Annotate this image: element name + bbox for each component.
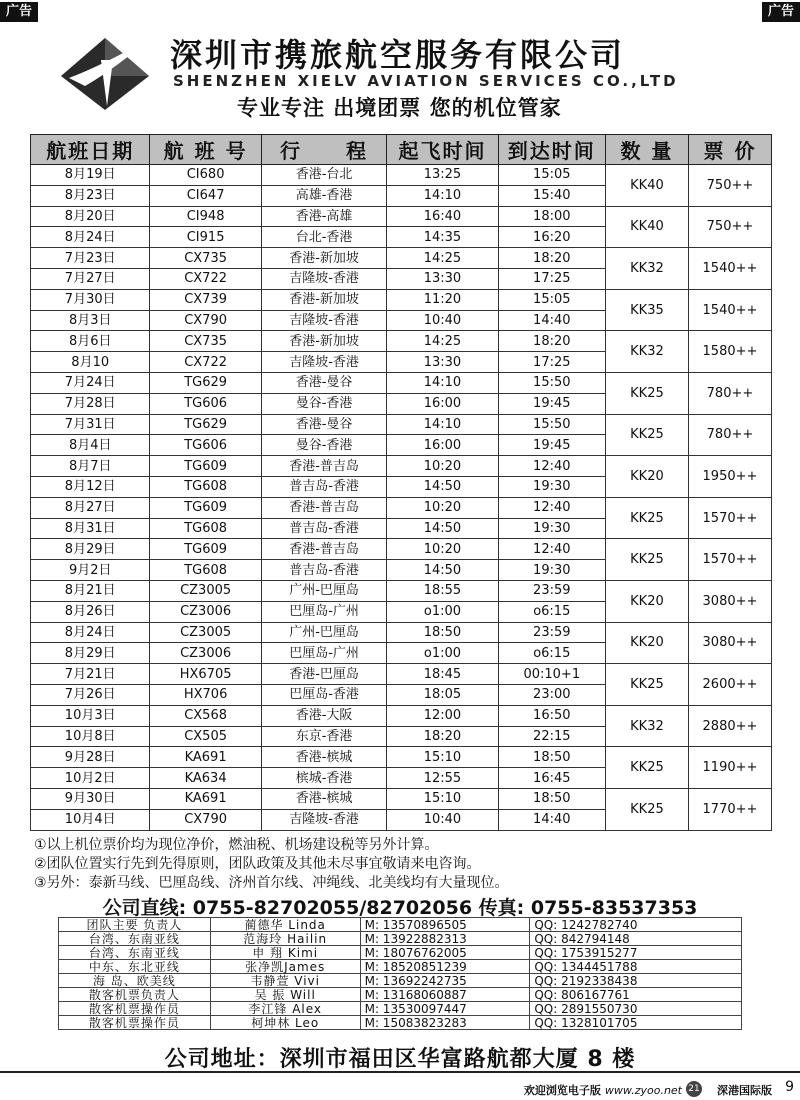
contact-mobile: M: 13922882313 bbox=[360, 932, 530, 946]
departure-time: 12:00 bbox=[387, 705, 498, 726]
ad-label-left: 广告 bbox=[0, 2, 38, 22]
contact-table bbox=[58, 917, 742, 1030]
flight-date: 8月31日 bbox=[31, 518, 150, 539]
departure-time: 14:50 bbox=[387, 518, 498, 539]
departure-time: 14:50 bbox=[387, 560, 498, 581]
flight-number: CX735 bbox=[150, 331, 261, 352]
flight-number: CX735 bbox=[150, 248, 261, 269]
company-address: 公司地址：深圳市福田区华富路航都大厦 8 楼 bbox=[164, 1047, 636, 1072]
departure-time: 10:20 bbox=[387, 456, 498, 477]
departure-time: 10:20 bbox=[387, 497, 498, 518]
table-row bbox=[31, 456, 772, 477]
arrival-time: 17:25 bbox=[498, 268, 605, 289]
arrival-time: 18:50 bbox=[498, 788, 605, 809]
departure-time: 13:25 bbox=[387, 165, 498, 186]
flight-route: 香港-普吉岛 bbox=[261, 497, 387, 518]
flight-date: 8月20日 bbox=[31, 206, 150, 227]
seat-quantity: KK25 bbox=[605, 788, 688, 830]
flight-table bbox=[30, 134, 772, 831]
seat-quantity: KK25 bbox=[605, 414, 688, 456]
flight-route: 香港-新加坡 bbox=[261, 331, 387, 352]
flight-date: 7月27日 bbox=[31, 268, 150, 289]
flight-route: 曼谷-香港 bbox=[261, 393, 387, 414]
table-row bbox=[31, 331, 772, 352]
table-row bbox=[31, 664, 772, 685]
flight-date: 8月12日 bbox=[31, 476, 150, 497]
arrival-time: 14:40 bbox=[498, 809, 605, 830]
contact-row bbox=[59, 918, 742, 932]
contact-qq: QQ: 1328101705 bbox=[530, 1016, 742, 1030]
notes bbox=[34, 836, 509, 893]
arrival-time: 23:59 bbox=[498, 622, 605, 643]
flight-route: 巴厘岛-香港 bbox=[261, 684, 387, 705]
flight-route: 槟城-香港 bbox=[261, 768, 387, 789]
flight-date: 8月21日 bbox=[31, 580, 150, 601]
flight-route: 香港-大阪 bbox=[261, 705, 387, 726]
contact-mobile: M: 13692242735 bbox=[360, 974, 530, 988]
flight-date: 7月21日 bbox=[31, 664, 150, 685]
flight-route: 香港-新加坡 bbox=[261, 248, 387, 269]
flight-number: TG609 bbox=[150, 456, 261, 477]
flight-date: 8月7日 bbox=[31, 456, 150, 477]
arrival-time: 12:40 bbox=[498, 539, 605, 560]
company-name-en: SHENZHEN XIELV AVIATION SERVICES CO.,LTD bbox=[173, 72, 679, 90]
ticket-price: 750++ bbox=[688, 165, 771, 207]
departure-time: 16:00 bbox=[387, 435, 498, 456]
contact-row bbox=[59, 932, 742, 946]
contact-row bbox=[59, 1016, 742, 1030]
contact-mobile: M: 13168060887 bbox=[360, 988, 530, 1002]
seat-quantity: KK25 bbox=[605, 664, 688, 706]
departure-time: o1:00 bbox=[387, 601, 498, 622]
departure-time: 16:00 bbox=[387, 393, 498, 414]
table-row bbox=[31, 539, 772, 560]
contact-mobile: M: 18520851239 bbox=[360, 960, 530, 974]
table-row bbox=[31, 497, 772, 518]
contact-role: 散客机票操作员 bbox=[59, 1016, 211, 1030]
footer-edition: 深港国际版 bbox=[717, 1084, 772, 1097]
departure-time: 10:40 bbox=[387, 809, 498, 830]
departure-time: 14:25 bbox=[387, 331, 498, 352]
flight-route: 香港-槟城 bbox=[261, 788, 387, 809]
ticket-price: 1580++ bbox=[688, 331, 771, 373]
arrival-time: 19:45 bbox=[498, 435, 605, 456]
table-row bbox=[31, 165, 772, 186]
contact-qq: QQ: 1344451788 bbox=[530, 960, 742, 974]
departure-time: 14:10 bbox=[387, 185, 498, 206]
table-row bbox=[31, 414, 772, 435]
flight-number: CI948 bbox=[150, 206, 261, 227]
flight-route: 香港-曼谷 bbox=[261, 372, 387, 393]
flight-number: CI680 bbox=[150, 165, 261, 186]
departure-time: 14:10 bbox=[387, 372, 498, 393]
arrival-time: 16:50 bbox=[498, 705, 605, 726]
arrival-time: o6:15 bbox=[498, 643, 605, 664]
flight-date: 9月28日 bbox=[31, 747, 150, 768]
flight-date: 8月24日 bbox=[31, 622, 150, 643]
note-line: ②团队位置实行先到先得原则，团队政策及其他未尽事宜敬请来电咨询。 bbox=[34, 856, 481, 872]
arrival-time: 16:45 bbox=[498, 768, 605, 789]
header-flight-no: 航 班 号 bbox=[150, 135, 261, 165]
footer-browse-text: 欢迎浏览电子版 bbox=[523, 1084, 601, 1097]
flight-route: 曼谷-香港 bbox=[261, 435, 387, 456]
table-row bbox=[31, 705, 772, 726]
flight-route: 广州-巴厘岛 bbox=[261, 622, 387, 643]
flight-date: 10月8日 bbox=[31, 726, 150, 747]
departure-time: 18:55 bbox=[387, 580, 498, 601]
flight-number: CX722 bbox=[150, 268, 261, 289]
contact-role: 团队主要 负责人 bbox=[59, 918, 211, 932]
flight-route: 香港-高雄 bbox=[261, 206, 387, 227]
arrival-time: 15:05 bbox=[498, 289, 605, 310]
contact-mobile: M: 13530097447 bbox=[360, 1002, 530, 1016]
flight-number: TG609 bbox=[150, 539, 261, 560]
flight-route: 高雄-香港 bbox=[261, 185, 387, 206]
seat-quantity: KK32 bbox=[605, 331, 688, 373]
arrival-time: 19:30 bbox=[498, 476, 605, 497]
flight-date: 7月24日 bbox=[31, 372, 150, 393]
departure-time: 18:50 bbox=[387, 622, 498, 643]
company-logo-icon bbox=[55, 30, 155, 112]
table-row bbox=[31, 372, 772, 393]
contact-mobile: M: 15083823283 bbox=[360, 1016, 530, 1030]
flight-number: CZ3005 bbox=[150, 580, 261, 601]
flight-route: 吉隆坡-香港 bbox=[261, 352, 387, 373]
arrival-time: 19:30 bbox=[498, 518, 605, 539]
flight-number: TG629 bbox=[150, 372, 261, 393]
ticket-price: 1950++ bbox=[688, 456, 771, 498]
flight-route: 香港-曼谷 bbox=[261, 414, 387, 435]
footer-badge-icon: 21 bbox=[686, 1081, 702, 1097]
flight-route: 吉隆坡-香港 bbox=[261, 310, 387, 331]
contact-name: 韦静萱 Vivi bbox=[210, 974, 360, 988]
table-row bbox=[31, 622, 772, 643]
contact-name: 范海玲 Hailin bbox=[210, 932, 360, 946]
departure-time: 10:40 bbox=[387, 310, 498, 331]
departure-time: 12:55 bbox=[387, 768, 498, 789]
ticket-price: 1570++ bbox=[688, 539, 771, 581]
flight-number: KA691 bbox=[150, 747, 261, 768]
ticket-price: 3080++ bbox=[688, 622, 771, 664]
flight-date: 10月4日 bbox=[31, 809, 150, 830]
contact-name: 蔺德华 Linda bbox=[210, 918, 360, 932]
flight-date: 8月27日 bbox=[31, 497, 150, 518]
departure-time: 11:20 bbox=[387, 289, 498, 310]
page-footer bbox=[0, 1071, 800, 1100]
header-departure: 起飞时间 bbox=[387, 135, 498, 165]
arrival-time: o6:15 bbox=[498, 601, 605, 622]
flight-number: CZ3005 bbox=[150, 622, 261, 643]
flight-date: 7月26日 bbox=[31, 684, 150, 705]
flight-date: 8月6日 bbox=[31, 331, 150, 352]
flight-number: CX790 bbox=[150, 310, 261, 331]
flight-number: CZ3006 bbox=[150, 601, 261, 622]
arrival-time: 18:20 bbox=[498, 331, 605, 352]
flight-route: 广州-巴厘岛 bbox=[261, 580, 387, 601]
contact-qq: QQ: 842794148 bbox=[530, 932, 742, 946]
departure-time: 10:20 bbox=[387, 539, 498, 560]
flight-date: 9月30日 bbox=[31, 788, 150, 809]
departure-time: 16:40 bbox=[387, 206, 498, 227]
flight-number: HX6705 bbox=[150, 664, 261, 685]
hotline: 公司直线: 0755-82702055/82702056 传真: 0755-83537353 bbox=[102, 897, 698, 919]
flight-number: CX722 bbox=[150, 352, 261, 373]
flight-number: CX739 bbox=[150, 289, 261, 310]
contact-name: 吴 振 Will bbox=[210, 988, 360, 1002]
seat-quantity: KK40 bbox=[605, 206, 688, 248]
flight-route: 香港-普吉岛 bbox=[261, 456, 387, 477]
departure-time: o1:00 bbox=[387, 643, 498, 664]
flight-number: CX505 bbox=[150, 726, 261, 747]
header-price: 票 价 bbox=[688, 135, 771, 165]
contact-row bbox=[59, 974, 742, 988]
contact-row bbox=[59, 988, 742, 1002]
flight-date: 10月2日 bbox=[31, 768, 150, 789]
seat-quantity: KK20 bbox=[605, 580, 688, 622]
flight-route: 吉隆坡-香港 bbox=[261, 809, 387, 830]
flight-date: 8月3日 bbox=[31, 310, 150, 331]
ticket-price: 2880++ bbox=[688, 705, 771, 747]
arrival-time: 12:40 bbox=[498, 497, 605, 518]
flight-number: TG609 bbox=[150, 497, 261, 518]
flight-number: TG608 bbox=[150, 560, 261, 581]
note-line: ①以上机位票价均为现位净价，燃油税、机场建设税等另外计算。 bbox=[34, 837, 439, 853]
arrival-time: 19:30 bbox=[498, 560, 605, 581]
contact-qq: QQ: 2891550730 bbox=[530, 1002, 742, 1016]
contact-role: 海 岛、欧美线 bbox=[59, 974, 211, 988]
slogan: 专业专注 出境团票 您的机位管家 bbox=[237, 96, 562, 120]
flight-date: 7月23日 bbox=[31, 248, 150, 269]
flight-number: CX790 bbox=[150, 809, 261, 830]
departure-time: 13:30 bbox=[387, 352, 498, 373]
ticket-price: 750++ bbox=[688, 206, 771, 248]
ticket-price: 2600++ bbox=[688, 664, 771, 706]
ticket-price: 3080++ bbox=[688, 580, 771, 622]
departure-time: 15:10 bbox=[387, 788, 498, 809]
header-route: 行 程 bbox=[261, 135, 387, 165]
seat-quantity: KK25 bbox=[605, 497, 688, 539]
departure-time: 14:10 bbox=[387, 414, 498, 435]
contact-qq: QQ: 806167761 bbox=[530, 988, 742, 1002]
flight-number: TG608 bbox=[150, 518, 261, 539]
seat-quantity: KK20 bbox=[605, 456, 688, 498]
arrival-time: 18:50 bbox=[498, 747, 605, 768]
ticket-price: 1190++ bbox=[688, 747, 771, 789]
contact-qq: QQ: 1242782740 bbox=[530, 918, 742, 932]
flight-route: 香港-台北 bbox=[261, 165, 387, 186]
flight-route: 香港-槟城 bbox=[261, 747, 387, 768]
arrival-time: 22:15 bbox=[498, 726, 605, 747]
flight-date: 8月23日 bbox=[31, 185, 150, 206]
seat-quantity: KK25 bbox=[605, 372, 688, 414]
flight-route: 巴厘岛-广州 bbox=[261, 643, 387, 664]
flight-date: 10月3日 bbox=[31, 705, 150, 726]
flight-date: 7月30日 bbox=[31, 289, 150, 310]
flight-route: 普吉岛-香港 bbox=[261, 476, 387, 497]
flight-number: KA691 bbox=[150, 788, 261, 809]
seat-quantity: KK32 bbox=[605, 705, 688, 747]
flight-date: 8月10 bbox=[31, 352, 150, 373]
header-date: 航班日期 bbox=[31, 135, 150, 165]
footer-browse bbox=[524, 1082, 682, 1098]
ticket-price: 1540++ bbox=[688, 248, 771, 290]
flight-route: 东京-香港 bbox=[261, 726, 387, 747]
ad-label-right: 广告 bbox=[762, 2, 800, 22]
flight-number: CX568 bbox=[150, 705, 261, 726]
contact-name: 李江锋 Alex bbox=[210, 1002, 360, 1016]
seat-quantity: KK25 bbox=[605, 747, 688, 789]
flight-date: 7月31日 bbox=[31, 414, 150, 435]
arrival-time: 15:05 bbox=[498, 165, 605, 186]
arrival-time: 00:10+1 bbox=[498, 664, 605, 685]
table-row bbox=[31, 580, 772, 601]
flight-route: 普吉岛-香港 bbox=[261, 560, 387, 581]
flight-date: 8月29日 bbox=[31, 539, 150, 560]
departure-time: 18:45 bbox=[387, 664, 498, 685]
flight-number: CI647 bbox=[150, 185, 261, 206]
contact-role: 中东、东北亚线 bbox=[59, 960, 211, 974]
contact-mobile: M: 18076762005 bbox=[360, 946, 530, 960]
arrival-time: 18:00 bbox=[498, 206, 605, 227]
flight-date: 8月26日 bbox=[31, 601, 150, 622]
contact-qq: QQ: 1753915277 bbox=[530, 946, 742, 960]
flight-route: 香港-新加坡 bbox=[261, 289, 387, 310]
table-row bbox=[31, 289, 772, 310]
contact-qq: QQ: 2192338438 bbox=[530, 974, 742, 988]
contact-name: 张净凯James bbox=[210, 960, 360, 974]
flight-date: 8月4日 bbox=[31, 435, 150, 456]
company-header bbox=[55, 24, 745, 124]
ticket-price: 1770++ bbox=[688, 788, 771, 830]
flight-date: 9月2日 bbox=[31, 560, 150, 581]
arrival-time: 14:40 bbox=[498, 310, 605, 331]
flight-number: TG606 bbox=[150, 435, 261, 456]
contact-row bbox=[59, 946, 742, 960]
contact-role: 台湾、东南亚线 bbox=[59, 932, 211, 946]
page-number: 9 bbox=[785, 1079, 794, 1095]
table-row bbox=[31, 206, 772, 227]
flight-number: TG606 bbox=[150, 393, 261, 414]
note-line: ③另外：泰新马线、巴厘岛线、济州首尔线、冲绳线、北美线均有大量现位。 bbox=[34, 875, 509, 891]
departure-time: 15:10 bbox=[387, 747, 498, 768]
flight-date: 8月24日 bbox=[31, 227, 150, 248]
flight-route: 普吉岛-香港 bbox=[261, 518, 387, 539]
flight-route: 巴厘岛-广州 bbox=[261, 601, 387, 622]
contact-name: 申 翔 Kimi bbox=[210, 946, 360, 960]
contact-row bbox=[59, 960, 742, 974]
contact-mobile: M: 13570896505 bbox=[360, 918, 530, 932]
ticket-price: 1570++ bbox=[688, 497, 771, 539]
flight-table-header bbox=[31, 135, 772, 165]
contact-role: 台湾、东南亚线 bbox=[59, 946, 211, 960]
arrival-time: 23:00 bbox=[498, 684, 605, 705]
contact-role: 散客机票操作员 bbox=[59, 1002, 211, 1016]
seat-quantity: KK40 bbox=[605, 165, 688, 207]
departure-time: 14:35 bbox=[387, 227, 498, 248]
arrival-time: 15:50 bbox=[498, 372, 605, 393]
table-row bbox=[31, 248, 772, 269]
flight-route: 台北-香港 bbox=[261, 227, 387, 248]
arrival-time: 17:25 bbox=[498, 352, 605, 373]
flight-number: HX706 bbox=[150, 684, 261, 705]
departure-time: 13:30 bbox=[387, 268, 498, 289]
flight-number: CI915 bbox=[150, 227, 261, 248]
footer-site-link[interactable]: www.zyoo.net bbox=[604, 1084, 682, 1097]
ticket-price: 780++ bbox=[688, 372, 771, 414]
departure-time: 14:25 bbox=[387, 248, 498, 269]
contact-name: 柯坤林 Leo bbox=[210, 1016, 360, 1030]
flight-route: 吉隆坡-香港 bbox=[261, 268, 387, 289]
flight-route: 香港-巴厘岛 bbox=[261, 664, 387, 685]
departure-time: 14:50 bbox=[387, 476, 498, 497]
arrival-time: 15:40 bbox=[498, 185, 605, 206]
departure-time: 18:05 bbox=[387, 684, 498, 705]
ticket-price: 780++ bbox=[688, 414, 771, 456]
table-row bbox=[31, 747, 772, 768]
flight-date: 7月28日 bbox=[31, 393, 150, 414]
arrival-time: 15:50 bbox=[498, 414, 605, 435]
table-row bbox=[31, 788, 772, 809]
departure-time: 18:20 bbox=[387, 726, 498, 747]
flight-date: 8月19日 bbox=[31, 165, 150, 186]
arrival-time: 18:20 bbox=[498, 248, 605, 269]
seat-quantity: KK32 bbox=[605, 248, 688, 290]
arrival-time: 23:59 bbox=[498, 580, 605, 601]
contact-role: 散客机票负责人 bbox=[59, 988, 211, 1002]
seat-quantity: KK20 bbox=[605, 622, 688, 664]
flight-number: TG608 bbox=[150, 476, 261, 497]
contact-row bbox=[59, 1002, 742, 1016]
ticket-price: 1540++ bbox=[688, 289, 771, 331]
company-name-cn: 深圳市携旅航空服务有限公司 bbox=[170, 36, 626, 74]
header-arrival: 到达时间 bbox=[498, 135, 605, 165]
arrival-time: 16:20 bbox=[498, 227, 605, 248]
flight-number: CZ3006 bbox=[150, 643, 261, 664]
flight-route: 香港-普吉岛 bbox=[261, 539, 387, 560]
seat-quantity: KK35 bbox=[605, 289, 688, 331]
seat-quantity: KK25 bbox=[605, 539, 688, 581]
flight-number: KA634 bbox=[150, 768, 261, 789]
header-quantity: 数 量 bbox=[605, 135, 688, 165]
flight-number: TG629 bbox=[150, 414, 261, 435]
arrival-time: 12:40 bbox=[498, 456, 605, 477]
arrival-time: 19:45 bbox=[498, 393, 605, 414]
flight-date: 8月29日 bbox=[31, 643, 150, 664]
